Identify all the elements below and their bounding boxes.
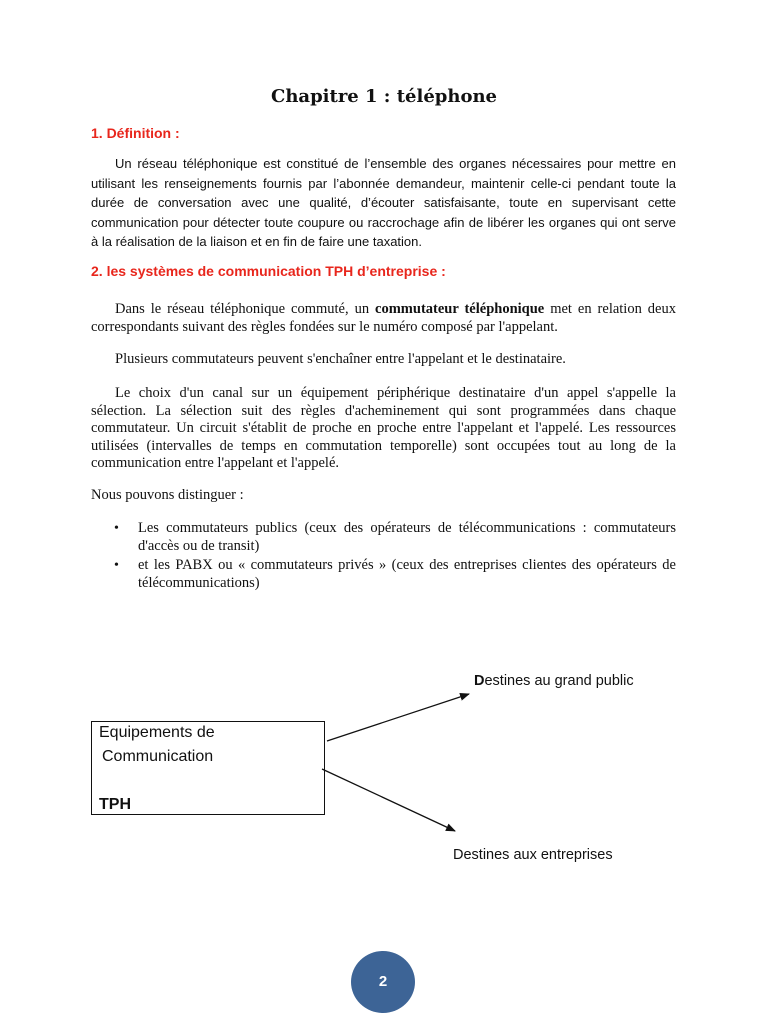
arrow-to-public <box>327 694 469 741</box>
target-public-rest: estines au grand public <box>484 673 634 689</box>
box-line2: Communication <box>102 748 214 765</box>
box-line3: TPH <box>99 796 131 813</box>
target-enterprises-label: Destines aux entreprises <box>453 847 613 863</box>
chapter-title: Chapitre 1 : téléphone <box>271 86 497 107</box>
selection-paragraph: Le choix d'un canal sur un équipement périphérique destinataire d'un appel s'appelle la sélection. La sélection suit des règles d'acheminement qui sont programmées dans chaque commutateur. Un circuit s'établit de proche en proche entre l'appelant et l'appelé. Les ressources utilisées (intervalles de temps en commutation temporelle) sont occupées tout au long de la communication entre l'appelant et l'appelé. <box>91 385 676 471</box>
target-public-initial: D <box>474 673 485 689</box>
list-item-text: et les PABX ou « commutateurs privés » (ceux des entreprises clientes des opérateurs de télécommunications) <box>138 557 676 591</box>
chain-paragraph: Plusieurs commutateurs peuvent s'enchaîner entre l'appelant et le destinataire. <box>115 351 566 367</box>
bullet-icon: • <box>114 521 119 536</box>
switch-term: commutateur téléphonique <box>375 301 545 317</box>
switch-paragraph-end: met en relation deux correspondants suivant des règles fondées sur le numéro composé par l'appelant. <box>91 301 676 335</box>
section2-heading: 2. les systèmes de communication TPH d’entreprise : <box>91 263 446 279</box>
switch-paragraph-start: Dans le réseau téléphonique commuté, un <box>115 301 376 317</box>
arrow-to-enterprises <box>322 769 455 831</box>
distinguish-paragraph: Nous pouvons distinguer : <box>91 487 244 503</box>
page-number-badge: 2 <box>351 951 415 1013</box>
bullet-icon: • <box>114 558 119 573</box>
target-public-label <box>474 673 634 689</box>
box-line1: Equipements de <box>99 724 215 741</box>
list-item-text: Les commutateurs publics (ceux des opérateurs de télécommunications : commutateurs d'accès ou de transit) <box>138 520 676 554</box>
section1-heading: 1. Définition : <box>91 125 180 141</box>
definition-paragraph: Un réseau téléphonique est constitué de l’ensemble des organes nécessaires pour mettre en utilisant les renseignements fournis par l’abonnée demandeur, maintenir celle-ci pendant toute la durée de conversation avec une qualité, d’écouter satisfaisante, toute en supervisant cette communication pour détecter toute coupure ou raccrochage afin de libérer les organes qui ont serve à la réalisation de la liaison et en fin de faire une taxation. <box>91 156 676 249</box>
